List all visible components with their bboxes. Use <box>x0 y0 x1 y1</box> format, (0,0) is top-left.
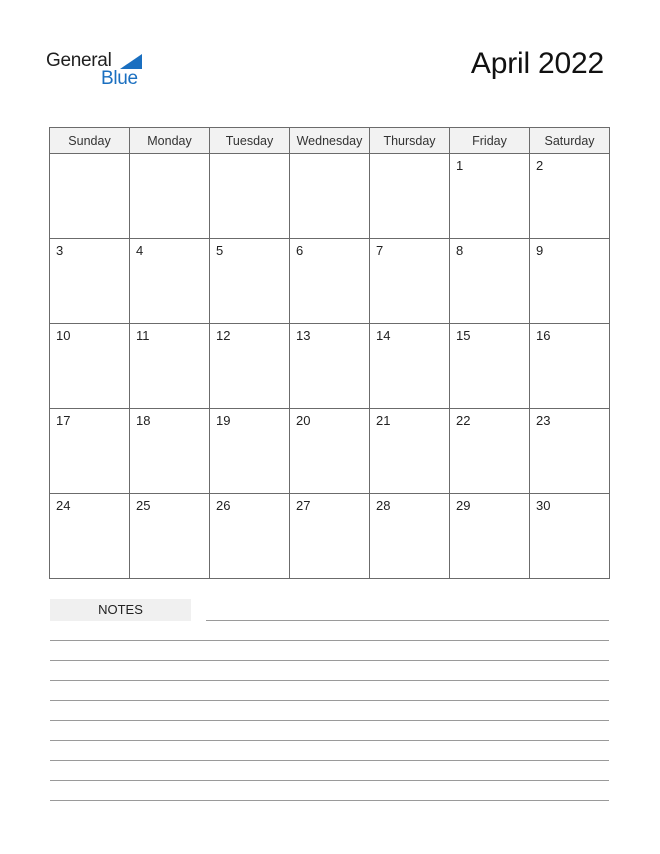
week-row <box>50 239 610 324</box>
week-row <box>50 154 610 239</box>
day-cell <box>130 154 210 239</box>
notes-label: NOTES <box>50 599 191 621</box>
month-title: April 2022 <box>470 47 604 80</box>
day-cell <box>130 324 210 409</box>
notes-line <box>50 800 609 801</box>
day-number: 25 <box>136 498 151 513</box>
day-number <box>370 154 449 158</box>
day-cell <box>530 409 610 494</box>
day-number: 12 <box>216 328 231 343</box>
day-cell <box>530 494 610 579</box>
calendar-grid <box>49 127 610 579</box>
day-number: 16 <box>536 328 551 343</box>
weekday-header-wednesday: Wednesday <box>290 128 370 154</box>
day-number: 13 <box>296 328 311 343</box>
day-number <box>210 154 289 158</box>
day-number: 10 <box>56 328 71 343</box>
day-number: 29 <box>456 498 471 513</box>
day-number: 27 <box>296 498 311 513</box>
day-cell <box>290 494 370 579</box>
day-cell <box>290 409 370 494</box>
day-cell <box>450 324 530 409</box>
day-number: 2 <box>536 158 544 173</box>
day-number: 26 <box>216 498 231 513</box>
week-row <box>50 409 610 494</box>
weekday-header-friday: Friday <box>450 128 530 154</box>
day-cell <box>290 324 370 409</box>
day-cell <box>370 324 450 409</box>
day-number: 9 <box>536 243 544 258</box>
day-number: 23 <box>536 413 551 428</box>
day-number: 14 <box>376 328 391 343</box>
notes-line <box>50 760 609 761</box>
day-number: 1 <box>456 158 464 173</box>
day-cell <box>450 409 530 494</box>
notes-line <box>50 740 609 741</box>
day-number: 24 <box>56 498 71 513</box>
day-number: 5 <box>216 243 224 258</box>
day-number: 11 <box>136 328 150 343</box>
weekday-header-sunday: Sunday <box>50 128 130 154</box>
day-cell <box>50 409 130 494</box>
day-cell <box>530 239 610 324</box>
weekday-header-row <box>50 128 610 154</box>
day-number: 15 <box>456 328 471 343</box>
day-number: 4 <box>136 243 144 258</box>
day-number <box>130 154 209 158</box>
week-row <box>50 494 610 579</box>
day-cell <box>530 324 610 409</box>
day-number: 28 <box>376 498 391 513</box>
day-number: 6 <box>296 243 304 258</box>
logo-text-blue: Blue <box>101 68 138 89</box>
notes-line <box>50 700 609 701</box>
notes-line <box>50 660 609 661</box>
day-cell <box>130 409 210 494</box>
day-cell <box>210 494 290 579</box>
day-cell <box>210 154 290 239</box>
day-cell <box>130 239 210 324</box>
day-number: 30 <box>536 498 551 513</box>
logo-triangle-icon <box>120 54 142 69</box>
day-cell <box>50 494 130 579</box>
notes-line <box>206 620 609 621</box>
notes-line <box>50 640 609 641</box>
day-number: 8 <box>456 243 464 258</box>
notes-line <box>50 720 609 721</box>
day-cell <box>450 494 530 579</box>
day-number: 3 <box>56 243 64 258</box>
weekday-header-tuesday: Tuesday <box>210 128 290 154</box>
day-cell <box>50 324 130 409</box>
day-cell <box>450 239 530 324</box>
day-cell <box>130 494 210 579</box>
general-blue-logo <box>46 50 156 90</box>
week-row <box>50 324 610 409</box>
weekday-header-thursday: Thursday <box>370 128 450 154</box>
day-number <box>290 154 369 158</box>
day-number <box>50 154 129 158</box>
day-cell <box>530 154 610 239</box>
weekday-header-monday: Monday <box>130 128 210 154</box>
day-number: 18 <box>136 413 151 428</box>
day-cell <box>50 154 130 239</box>
logo-text-general: General <box>46 50 112 71</box>
weekday-header-saturday: Saturday <box>530 128 610 154</box>
day-cell <box>450 154 530 239</box>
notes-line <box>50 780 609 781</box>
day-number: 19 <box>216 413 231 428</box>
day-cell <box>290 154 370 239</box>
day-cell <box>210 409 290 494</box>
day-number: 20 <box>296 413 311 428</box>
day-cell <box>370 494 450 579</box>
notes-line <box>50 680 609 681</box>
day-cell <box>210 239 290 324</box>
day-number: 21 <box>376 413 391 428</box>
day-number: 22 <box>456 413 471 428</box>
day-number: 17 <box>56 413 71 428</box>
day-cell <box>210 324 290 409</box>
day-cell <box>370 154 450 239</box>
day-number: 7 <box>376 243 384 258</box>
day-cell <box>290 239 370 324</box>
day-cell <box>370 409 450 494</box>
day-cell <box>370 239 450 324</box>
day-cell <box>50 239 130 324</box>
